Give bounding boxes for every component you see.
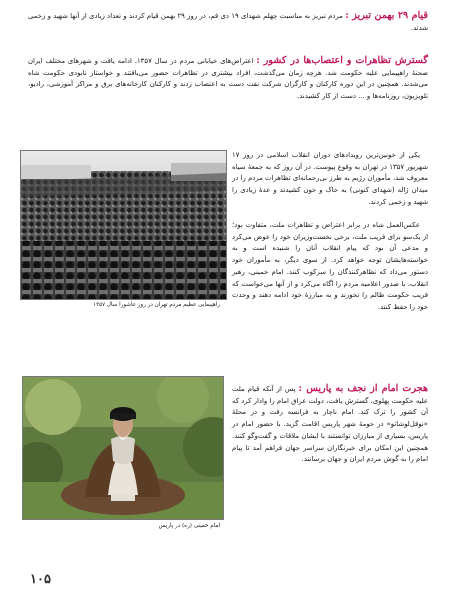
imam-paris-image (23, 377, 223, 519)
section-heading: قیام ۲۹ بهمن تبریز : (345, 10, 428, 21)
section-body-text: پس از آنکه قیام ملت علیه حکومت پهلوی، گسترش یافت، دولت عراق امام را وادار کرد که آن کشور را ترک کند. امام ناچار به فرانسه رفت و در محلهٔ «نوفل‌لوشاتو» در حومهٔ شهر پاریس اقامت گزید. با حضور امام در پاریس، بسیاری از مبارزان توانستند با ایشان ملاقات و گفت‌وگو کنند. همچنین این امکان برای خبرنگاران سراسر جهان فراهم آمد تا پیام امام را به گوش مردم ایران و جهان برسانند. (232, 385, 428, 464)
section-heading: هجرت امام از نجف به پاریس : (298, 383, 428, 394)
section-protests-spread (28, 55, 428, 103)
crowd-march-image (21, 151, 226, 299)
section-tabriz-uprising (28, 10, 428, 34)
shah-reaction-paragraph: عکس‌العمل شاه در برابر اعتراض و تظاهرات ملت، متفاوت بود؛ از یک‌سو برای فریب ملت، برخی نخست‌وزیران خود را عوض می‌کرد و مدعی آن بود که پیام انقلاب آنان را شنیده است و به خواسته‌هایشان توجه خواهد کرد. از سوی دیگر، به مأموران خود دستور می‌داد که تظاهرکنندگان را سرکوب کنند. امام خمینی، رهبر انقلاب، با صدور اعلامیه مردم را آگاه می‌کرد و از آنها می‌خواست که فریب حکومت ظالم را نخورند و به مبارزهٔ خود ادامه دهند و وحدت خود را حفظ کنند. (232, 221, 428, 311)
section-heading: گسترش تظاهرات و اعتصاب‌ها در کشور : (256, 55, 428, 66)
imam-paris-photo (22, 376, 224, 520)
page-number: ۱۰۵ (30, 572, 51, 587)
black-friday-paragraph: یکی از خونین‌ترین رویدادهای دوران انقلاب اسلامی در روز ۱۷ شهریور ۱۳۵۷ در تهران به وقوع پیوست. در آن روز که به جمعهٔ سیاه معروف شد، مأموران رژیم به طرز بی‌رحمانه‌ای تظاهرات مردم را در میدان ژاله (شهدای کنونی) به خاک و خون کشیدند و عدهٔ زیادی را شهید و زخمی کردند. (232, 151, 428, 206)
crowd-march-caption: راهپیمایی عظیم مردم تهران در روز عاشورا سال ۱۳۵۷ (93, 302, 220, 308)
section-body-text: اعتراض‌های خیابانی مردم در سال ۱۳۵۷، ادامه یافت و شهرهای مختلف ایران صحنهٔ راهپیمایی علیه حکومت شد. هرچه زمان می‌گذشت، افراد بیشتری در تظاهرات حضور می‌یافتند و خواستار نابودی حکومت شاه می‌شدند. همچنین در این دوره کارکنان و کارگران شرکت نفت دست به اعتصاب زدند و کارکنان کارخانه‌های برق و مراکز آموزشی، رادیو، تلویزیون، روزنامه‌ها و ... دست از کار کشیدند. (28, 57, 428, 101)
section-imam-migration (232, 383, 428, 466)
crowd-march-photo (20, 150, 227, 300)
section-body-text: مردم تبریز به مناسبت چهلم شهدای ۱۹ دی قم، در روز ۲۹ بهمن قیام کردند و تعداد زیادی از آنها شهید و زخمی شدند. (28, 12, 428, 32)
imam-paris-caption: امام خمینی (ره) در پاریس (158, 523, 220, 529)
